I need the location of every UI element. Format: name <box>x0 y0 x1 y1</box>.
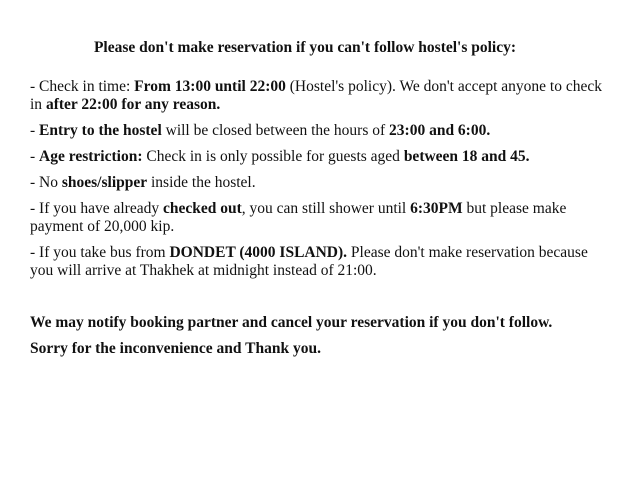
rule-emphasis-text: shoes/slipper <box>61 174 148 191</box>
rule-emphasis-text: checked out <box>162 200 242 217</box>
rule-text: inside the hostel. <box>147 174 256 191</box>
rule-emphasis-text: DONDET (4000 ISLAND). <box>169 244 348 261</box>
rule-emphasis-text: between 18 and 45. <box>403 148 530 165</box>
policy-rules-list <box>30 78 610 288</box>
rule-emphasis-text: 6:30PM <box>410 200 463 217</box>
rule-text: - If you take bus from <box>30 244 170 261</box>
rule-text: Please don't make reservation because you will arrive at Thakhek at midnight instead of 21:00. <box>30 244 588 279</box>
notice-cancel-warning: We may notify booking partner and cancel your reservation if you don't follow. <box>30 314 553 331</box>
rule-no-shoes <box>30 174 610 192</box>
rule-dondet-bus <box>30 244 610 280</box>
rule-text: - If you have already <box>30 200 163 217</box>
rule-emphasis-text: 23:00 and 6:00. <box>389 122 491 139</box>
rule-text: but please make payment of 20,000 kip. <box>30 200 567 235</box>
rule-emphasis-text: Age restriction: <box>39 148 143 165</box>
rule-text: - No <box>30 174 62 191</box>
rule-text: will be closed between the hours of <box>161 122 390 139</box>
rule-text: - Check in time: <box>30 78 135 95</box>
rule-check-out-shower <box>30 200 610 236</box>
rule-emphasis-text: From 13:00 until 22:00 <box>134 78 286 95</box>
closing-notice <box>30 314 610 366</box>
rule-age-restriction <box>30 148 610 166</box>
rule-entry-hours <box>30 122 610 140</box>
policy-title: Please don't make reservation if you can't follow hostel's policy: <box>93 39 517 56</box>
rule-text: , you can still shower until <box>241 200 411 217</box>
rule-check-in-time <box>30 78 610 114</box>
notice-thank-you: Sorry for the inconvenience and Thank you. <box>30 340 321 357</box>
rule-text: - <box>30 148 40 165</box>
rule-text: (Hostel's policy). We don't accept anyone to check in <box>30 78 602 113</box>
rule-emphasis-text: Entry to the hostel <box>39 122 162 139</box>
rule-text: Check in is only possible for guests aged <box>142 148 404 165</box>
rule-text: - <box>30 122 40 139</box>
rule-emphasis-text: after 22:00 for any reason. <box>45 96 221 113</box>
